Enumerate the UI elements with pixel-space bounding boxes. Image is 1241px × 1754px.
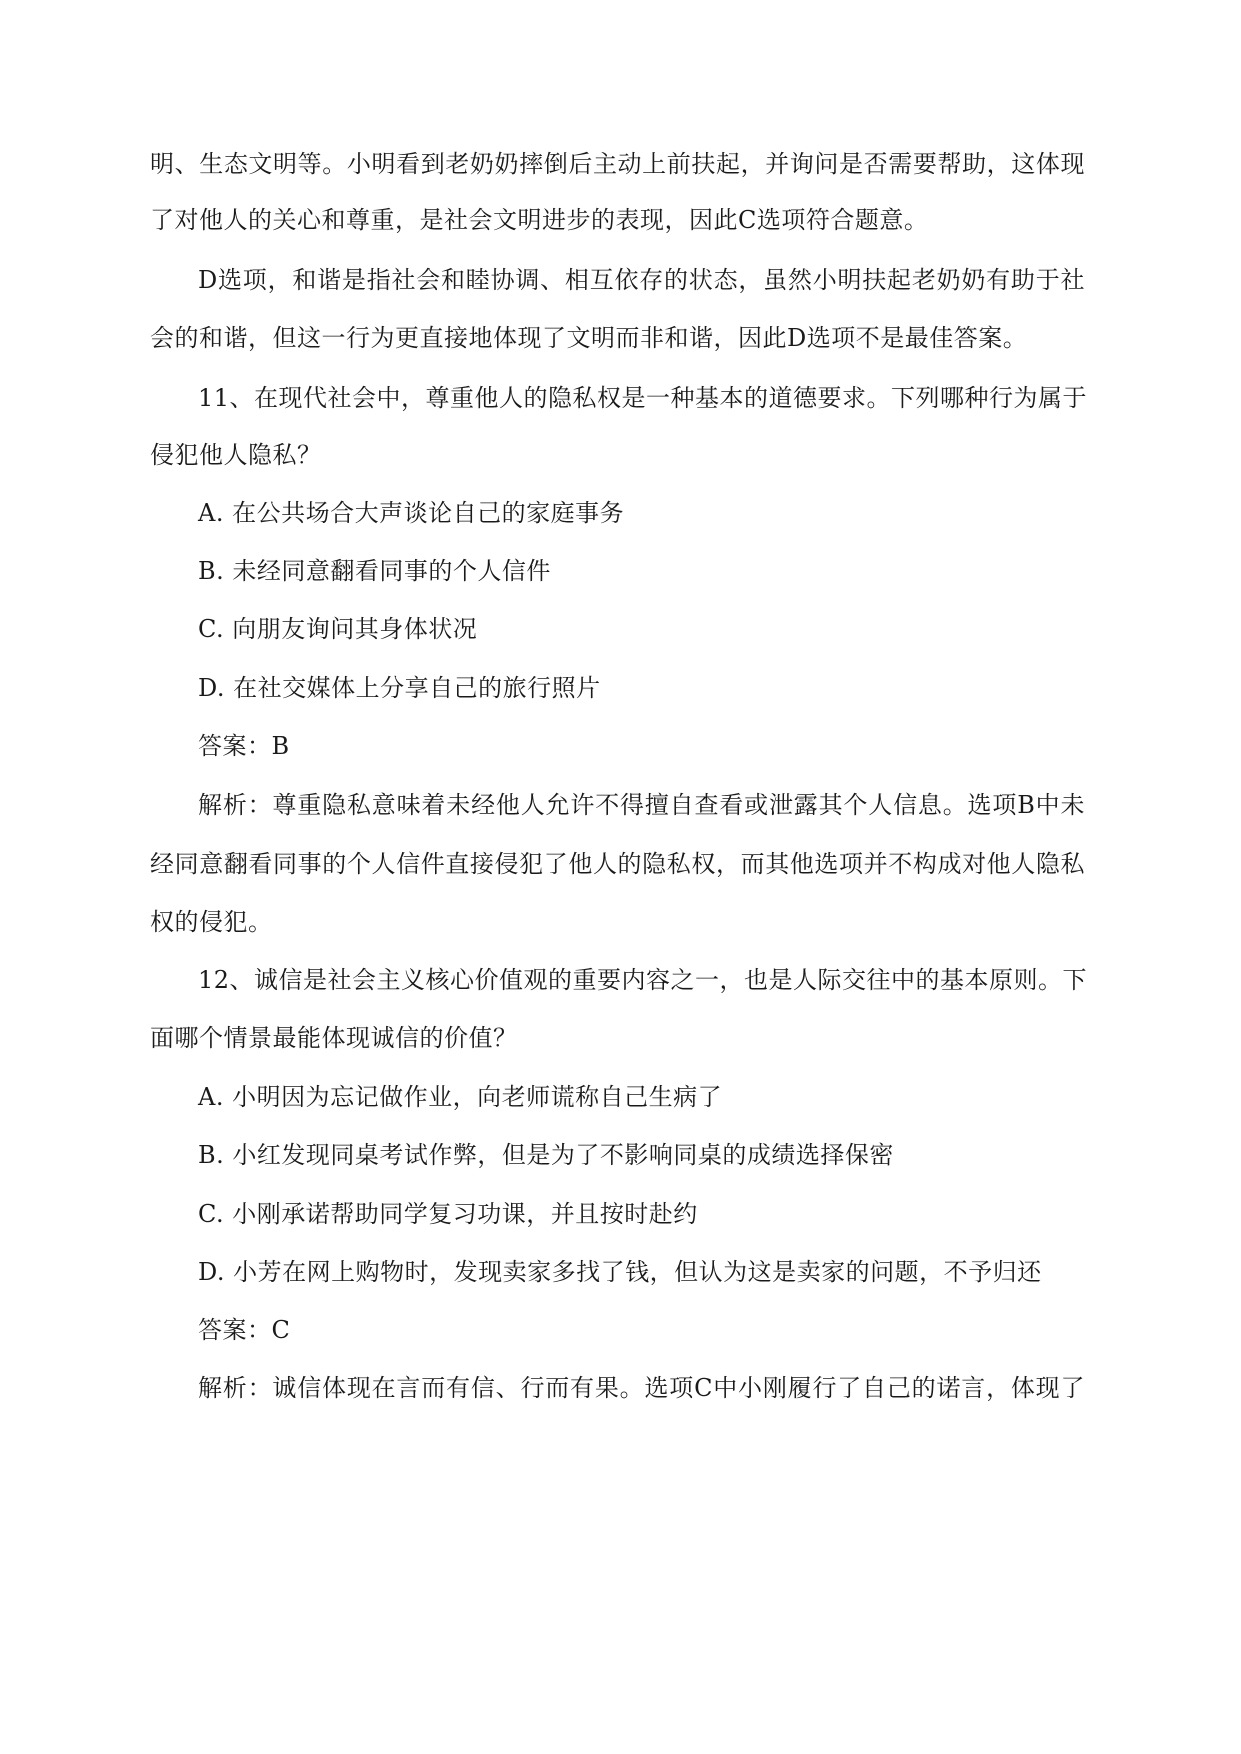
question-12-option-b: B. 小红发现同桌考试作弊，但是为了不影响同桌的成绩选择保密: [198, 1141, 894, 1169]
question-11-analysis-line-1: 解析：尊重隐私意味着未经他人允许不得擅自查看或泄露其个人信息。选项B中未: [198, 791, 1085, 819]
question-11-analysis-line-3: 权的侵犯。: [150, 908, 273, 936]
question-12-option-a: A. 小明因为忘记做作业，向老师谎称自己生病了: [198, 1083, 723, 1111]
question-11-option-b: B. 未经同意翻看同事的个人信件: [198, 557, 551, 585]
text-line-3: D选项，和谐是指社会和睦协调、相互依存的状态，虽然小明扶起老奶奶有助于社: [198, 266, 1085, 294]
question-11-option-c: C. 向朋友询问其身体状况: [198, 615, 478, 643]
question-11-line-1: 11、在现代社会中，尊重他人的隐私权是一种基本的道德要求。下列哪种行为属于: [198, 384, 1088, 412]
text-line-4: 会的和谐，但这一行为更直接地体现了文明而非和谐，因此D选项不是最佳答案。: [150, 324, 1028, 352]
question-11-option-a: A. 在公共场合大声谈论自己的家庭事务: [198, 499, 625, 527]
text-line-1: 明、生态文明等。小明看到老奶奶摔倒后主动上前扶起，并询问是否需要帮助，这体现: [150, 150, 1085, 178]
question-12-analysis-line-1: 解析：诚信体现在言而有信、行而有果。选项C中小刚履行了自己的诺言，体现了: [198, 1374, 1085, 1402]
question-11-analysis-line-2: 经同意翻看同事的个人信件直接侵犯了他人的隐私权，而其他选项并不构成对他人隐私: [150, 850, 1085, 878]
question-11-answer: 答案：B: [198, 732, 290, 760]
question-11-line-2: 侵犯他人隐私？: [150, 441, 322, 469]
question-12-answer: 答案：C: [198, 1316, 291, 1344]
question-12-line-1: 12、诚信是社会主义核心价值观的重要内容之一，也是人际交往中的基本原则。下: [198, 966, 1088, 994]
question-12-option-d: D. 小芳在网上购物时，发现卖家多找了钱，但认为这是卖家的问题，不予归还: [198, 1258, 1042, 1286]
question-11-option-d: D. 在社交媒体上分享自己的旅行照片: [198, 674, 601, 702]
text-line-2: 了对他人的关心和尊重，是社会文明进步的表现，因此C选项符合题意。: [150, 206, 929, 234]
question-12-option-c: C. 小刚承诺帮助同学复习功课，并且按时赴约: [198, 1200, 698, 1228]
question-12-line-2: 面哪个情景最能体现诚信的价值？: [150, 1024, 518, 1052]
